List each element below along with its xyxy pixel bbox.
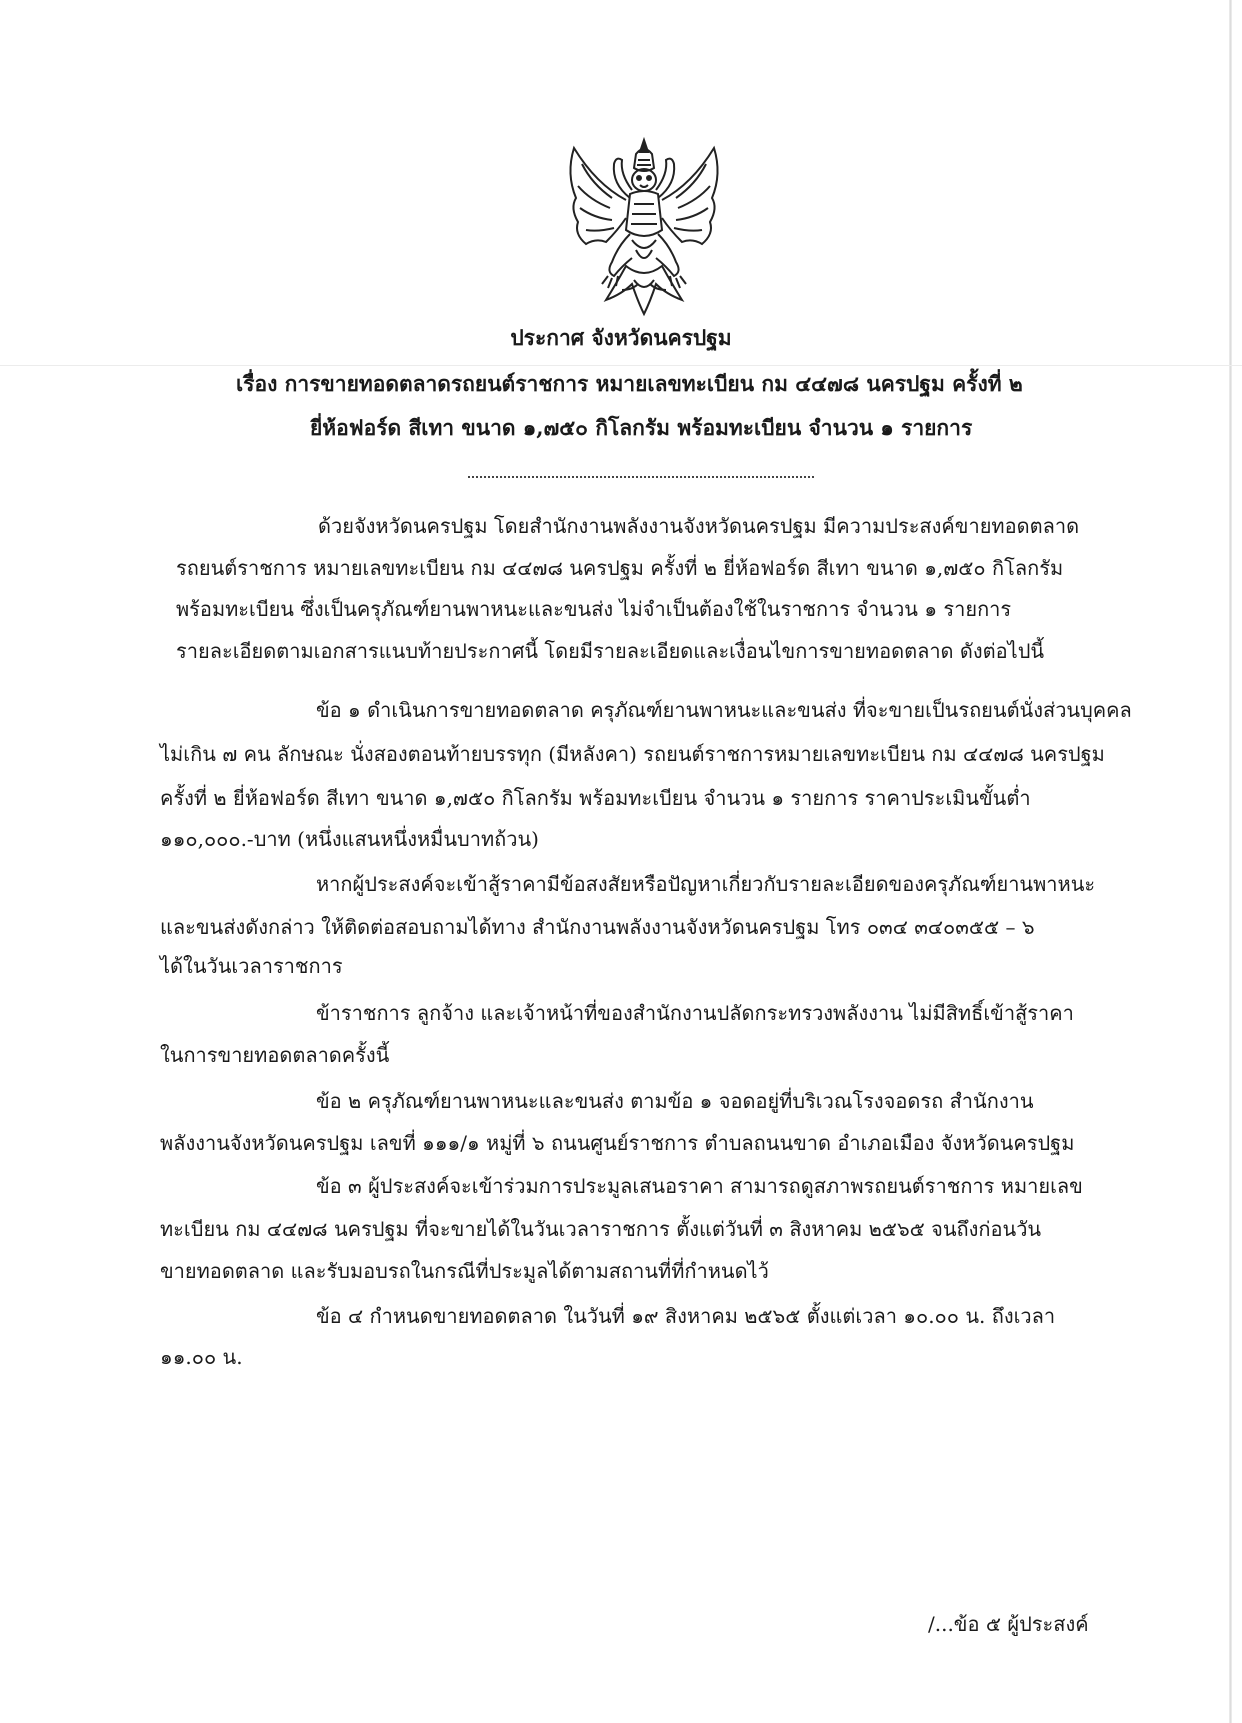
- scan-fold-line: [0, 365, 1242, 366]
- body-line: ไม่เกิน ๗ คน ลักษณะ นั่งสองตอนท้ายบรรทุก (มีหลังคา) รถยนต์ราชการหมายเลขทะเบียน กม ๔๔๗๘ นครปฐม: [160, 742, 1105, 766]
- body-line: ได้ในวันเวลาราชการ: [160, 954, 343, 978]
- body-line: พลังงานจังหวัดนครปฐม เลขที่ ๑๑๑/๑ หมู่ที่ ๖ ถนนศูนย์ราชการ ตำบลถนนขาด อำเภอเมือง จังหวัดนครปฐม: [160, 1131, 1075, 1155]
- body-line: รถยนต์ราชการ หมายเลขทะเบียน กม ๔๔๗๘ นครปฐม ครั้งที่ ๒ ยี่ห้อฟอร์ด สีเทา ขนาด ๑,๗๕๐ กิโลกรัม: [176, 556, 1064, 580]
- page-edge: [1229, 0, 1232, 1723]
- body-line: ทะเบียน กม ๔๔๗๘ นครปฐม ที่จะขายได้ในวันเวลาราชการ ตั้งแต่วันที่ ๓ สิงหาคม ๒๕๖๕ จนถึงก่อนวัน: [160, 1217, 1042, 1241]
- announcement-title: ประกาศ จังหวัดนครปฐม: [510, 325, 732, 350]
- body-line: ครั้งที่ ๒ ยี่ห้อฟอร์ด สีเทา ขนาด ๑,๗๕๐ กิโลกรัม พร้อมทะเบียน จำนวน ๑ รายการ ราคาประเมินขั้นต่ำ: [160, 786, 1031, 810]
- body-line: รายละเอียดตามเอกสารแนบท้ายประกาศนี้ โดยมีรายละเอียดและเงื่อนไขการขายทอดตลาด ดังต่อไปนี้: [176, 639, 1045, 663]
- body-line: และขนส่งดังกล่าว ให้ติดต่อสอบถามได้ทาง สำนักงานพลังงานจังหวัดนครปฐม โทร ๐๓๔ ๓๔๐๓๕๕ – ๖: [160, 915, 1035, 939]
- subject-line-1: เรื่อง การขายทอดตลาดรถยนต์ราชการ หมายเลขทะเบียน กม ๔๔๗๘ นครปฐม ครั้งที่ ๒: [236, 371, 1023, 396]
- dotted-separator: [468, 462, 814, 478]
- body-line: ข้อ ๒ ครุภัณฑ์ยานพาหนะและขนส่ง ตามข้อ ๑ จอดอยู่ที่บริเวณโรงจอดรถ สำนักงาน: [316, 1089, 1034, 1113]
- body-line: ข้อ ๑ ดำเนินการขายทอดตลาด ครุภัณฑ์ยานพาหนะและขนส่ง ที่จะขายเป็นรถยนต์นั่งส่วนบุคคล: [316, 698, 1132, 722]
- body-line: ข้อ ๓ ผู้ประสงค์จะเข้าร่วมการประมูลเสนอราคา สามารถดูสภาพรถยนต์ราชการ หมายเลข: [316, 1174, 1083, 1198]
- body-line: พร้อมทะเบียน ซึ่งเป็นครุภัณฑ์ยานพาหนะและขนส่ง ไม่จำเป็นต้องใช้ในราชการ จำนวน ๑ รายการ: [176, 597, 1012, 621]
- body-line: ข้าราชการ ลูกจ้าง และเจ้าหน้าที่ของสำนักงานปลัดกระทรวงพลังงาน ไม่มีสิทธิ์เข้าสู้ราคา: [316, 1001, 1074, 1025]
- body-line: ๑๑๐,๐๐๐.-บาท (หนึ่งแสนหนึ่งหมื่นบาทถ้วน): [160, 827, 539, 851]
- body-line: ข้อ ๔ กำหนดขายทอดตลาด ในวันที่ ๑๙ สิงหาคม ๒๕๖๕ ตั้งแต่เวลา ๑๐.๐๐ น. ถึงเวลา: [316, 1304, 1056, 1328]
- subject-line-2: ยี่ห้อฟอร์ด สีเทา ขนาด ๑,๗๕๐ กิโลกรัม พร้อมทะเบียน จำนวน ๑ รายการ: [310, 415, 973, 440]
- garuda-emblem: [556, 134, 732, 320]
- body-line: ด้วยจังหวัดนครปฐม โดยสำนักงานพลังงานจังหวัดนครปฐม มีความประสงค์ขายทอดตลาด: [318, 514, 1080, 538]
- body-line: ในการขายทอดตลาดครั้งนี้: [160, 1043, 390, 1067]
- continuation-note: /...ข้อ ๕ ผู้ประสงค์: [928, 1612, 1089, 1636]
- body-line: ขายทอดตลาด และรับมอบรถในกรณีที่ประมูลได้ตามสถานที่ที่กำหนดไว้: [160, 1259, 769, 1283]
- body-line: หากผู้ประสงค์จะเข้าสู้ราคามีข้อสงสัยหรือปัญหาเกี่ยวกับรายละเอียดของครุภัณฑ์ยานพาหนะ: [316, 872, 1096, 896]
- body-line: ๑๑.๐๐ น.: [160, 1345, 243, 1369]
